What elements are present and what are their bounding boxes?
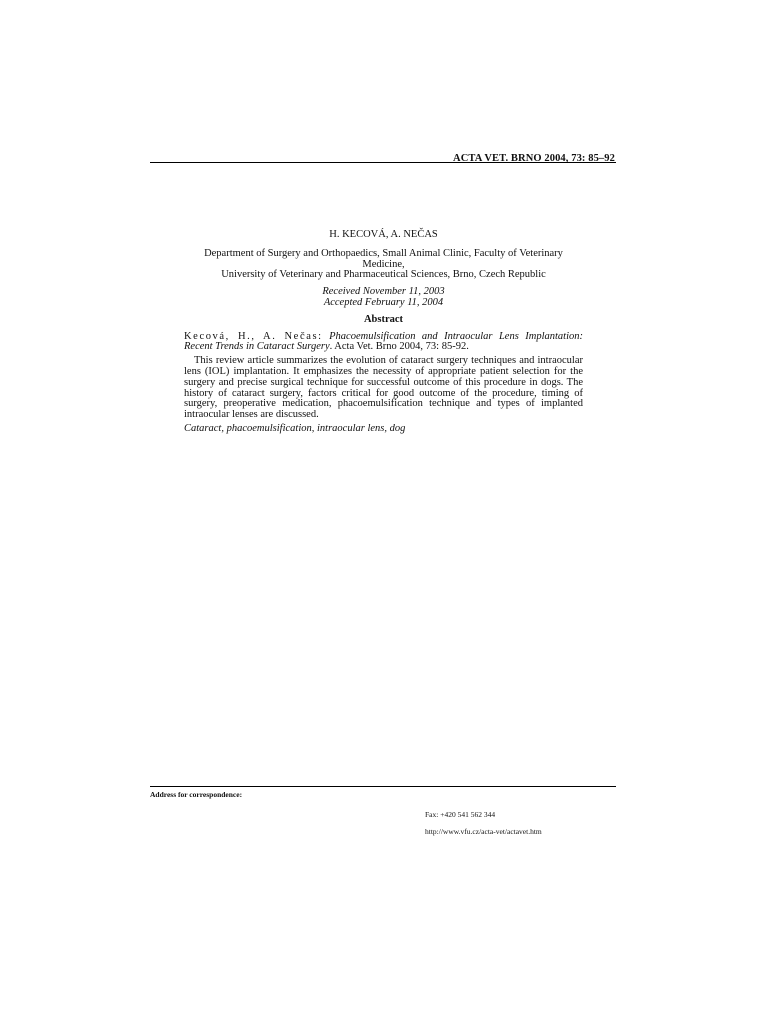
address-label: Address for correspondence: [150, 790, 243, 799]
fax-number: Fax: +420 541 562 344 [425, 810, 496, 819]
journal-citation-header: ACTA VET. BRNO 2004, 73: 85–92 [453, 153, 615, 164]
article-affiliation [184, 249, 583, 281]
citation-title: Phacoemulsification and Intraocular Lens Implantation: Recent Trends in Cataract Surgery [184, 330, 583, 353]
article-dates [184, 287, 583, 309]
keywords: Cataract, phacoemulsification, intraocular lens, dog [184, 422, 406, 434]
article-authors: H. KECOVÁ, A. NEČAS [329, 229, 438, 240]
contact-info [425, 810, 542, 844]
citation-source: . Acta Vet. Brno 2004, 73: 85-92. [329, 341, 469, 353]
received-date: Received November 11, 2003 [322, 286, 445, 298]
article-citation [184, 332, 583, 354]
journal-url: http://www.vfu.cz/acta-vet/actavet.htm [425, 827, 542, 836]
citation-authors: Kecová, H., A. Nečas: [184, 330, 323, 342]
abstract-text: This review article summarizes the evolution of cataract surgery techniques and intraocular lens (IOL) implantation. It emphasizes the necessity of appropriate patient selection for the surgery and precise surgical technique for successful outcome of this procedure in dogs. The history of cataract surgery, factors critical for good outcome of the procedure, timing of surgery, preoperative medication, phacoemulsification technique and types of implanted intraocular lenses are discussed. [184, 355, 583, 421]
affiliation-line-2: University of Veterinary and Pharmaceutical Sciences, Brno, Czech Republic [221, 269, 546, 281]
accepted-date: Accepted February 11, 2004 [323, 296, 444, 308]
article-front-matter [184, 230, 583, 435]
footer-divider [150, 786, 616, 787]
affiliation-line-1: Department of Surgery and Orthopaedics, Small Animal Clinic, Faculty of Veterinary Medicine, [204, 247, 563, 270]
header-divider [150, 162, 616, 163]
abstract-heading: Abstract [363, 313, 404, 325]
